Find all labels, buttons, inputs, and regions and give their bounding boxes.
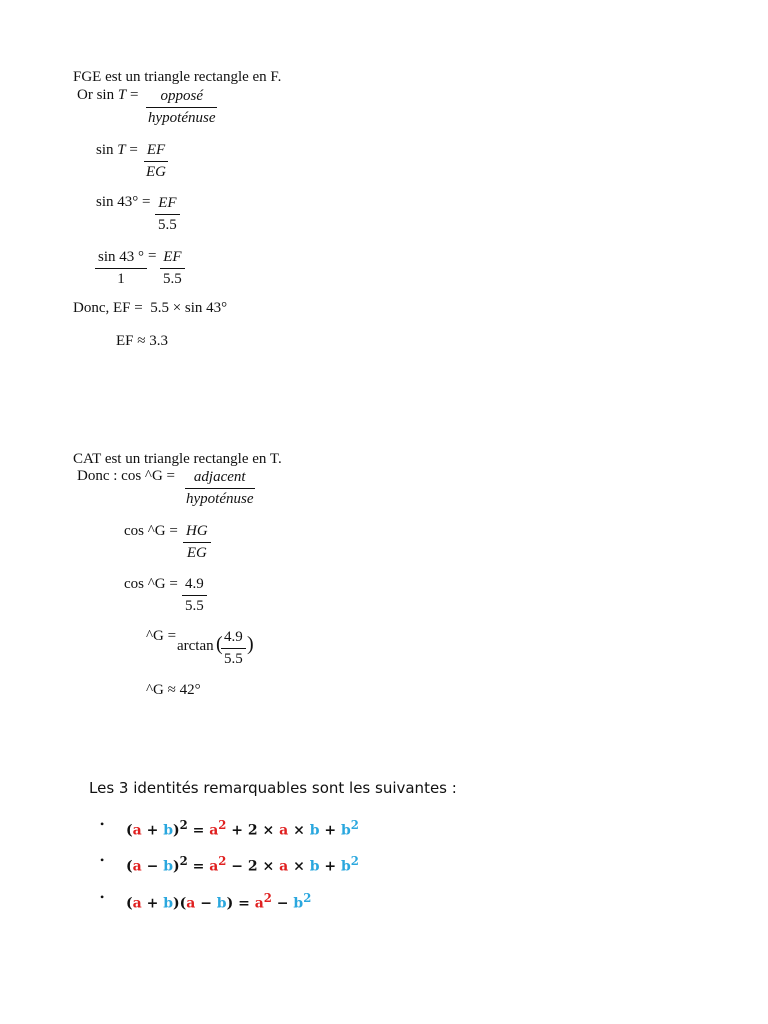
sym: 2 [218,854,227,868]
frac-den: 5.5 [224,651,243,667]
sym: 2 [247,822,258,839]
bullet-1: • [100,817,105,831]
frac-den: 1 [117,271,125,287]
sym: 2 [218,818,227,832]
sym-a: a [279,858,289,875]
sym-b: b [340,822,351,839]
sym-a: a [132,858,142,875]
sym: + [231,822,244,839]
sym: 2 [350,818,359,832]
fraction-ef-55b [160,250,185,287]
s2-g-eq: ^G = [146,628,177,644]
frac-den: EG [146,164,166,180]
identity-1 [126,820,359,838]
frac-num: EF [155,196,179,215]
sym-a: a [254,895,264,912]
s2-arctan: arctan [177,638,214,654]
s1-sinT-label [96,143,138,158]
sym-b: b [309,858,320,875]
frac-den: hypoténuse [148,110,216,126]
sym: ( [126,822,133,839]
sym: 2 [263,891,272,905]
sym-b: b [163,858,173,875]
sym: 2 [303,891,312,905]
identity-3 [126,893,311,911]
s1-donc-line: Donc, EF = 5.5 × sin 43° [73,300,228,316]
frac-num: opposé [146,89,217,108]
equals: = [148,248,157,264]
equals: = [129,142,138,158]
sym: 2 [179,818,188,832]
bullet-3: • [100,890,105,904]
frac-num: EF [160,250,184,269]
sym-a: a [209,858,219,875]
equals: = [129,87,139,103]
sym-b: b [340,858,351,875]
sym: ( [179,895,187,912]
sym: = [238,895,250,912]
fraction-sin43-1 [95,250,147,287]
s1-sin43-label: sin 43° = [96,194,151,210]
sym: + [324,858,337,875]
identity-2 [126,856,359,874]
sym: − [231,858,244,875]
sym-a: a [186,895,196,912]
sym: − [146,858,159,875]
frac-den: 5.5 [163,271,182,287]
sym-a: a [279,822,289,839]
fraction-adj-hyp [183,470,256,507]
frac-den: 5.5 [158,217,177,233]
fraction-hg-eg [183,524,211,561]
sym: + [146,822,159,839]
paren-right: ) [247,633,254,655]
sym: 2 [179,854,188,868]
sym: × [262,858,275,875]
frac-den: hypoténuse [186,491,254,507]
s2-donc-cos: Donc : cos ^G = [77,468,175,484]
fraction-ef-eg [143,143,169,180]
frac-num: 4.9 [221,630,246,649]
sym: 2 [247,858,258,875]
angle-t: T [117,142,126,158]
s2-cosG-label: cos ^G = [124,523,178,539]
fraction-49-55 [182,577,207,614]
bullet-2: • [100,853,105,867]
s1-or-sin [77,88,138,103]
sym: + [146,895,159,912]
frac-num: HG [183,524,211,543]
frac-num: EF [144,143,168,162]
frac-den: EG [186,545,207,561]
frac-num: 4.9 [182,577,207,596]
sym-b: b [293,895,304,912]
sym: 2 [350,854,359,868]
sym: ) [172,822,180,839]
sym: ( [126,895,133,912]
frac-num: sin 43 ° [95,250,147,269]
sym-b: b [163,822,173,839]
paren-left: ( [216,633,223,655]
fraction-ef-55 [155,196,180,233]
sym: ) [172,858,180,875]
sym-b: b [309,822,320,839]
s1-line1: FGE est un triangle rectangle en F. [73,69,282,85]
sym: = [192,822,205,839]
sym: = [192,858,205,875]
sym: × [262,822,275,839]
sym: − [276,895,289,912]
or-sin-prefix: Or sin [77,87,115,103]
s2-cosG-label-2: cos ^G = [124,576,178,592]
fraction-opp-hyp [145,89,218,126]
sin-label: sin [96,142,114,158]
sym-b: b [163,895,173,912]
sym-a: a [132,822,142,839]
frac-den: 5.5 [185,598,204,614]
s1-result: EF ≈ 3.3 [116,333,168,349]
sym-b: b [216,895,227,912]
frac-num: adjacent [185,470,255,489]
fraction-arctan [221,630,246,667]
sym: × [293,822,305,839]
sym: × [293,858,305,875]
sym: + [324,822,337,839]
sym: − [200,895,212,912]
sym: ) [226,895,234,912]
angle-t: T [117,87,127,103]
sym: ( [126,858,133,875]
identities-heading: Les 3 identités remarquables sont les suivantes : [89,779,457,797]
s2-line1: CAT est un triangle rectangle en T. [73,451,282,467]
s2-result: ^G ≈ 42° [146,682,201,698]
sym-a: a [209,822,219,839]
sym: ) [172,895,180,912]
sym-a: a [132,895,142,912]
